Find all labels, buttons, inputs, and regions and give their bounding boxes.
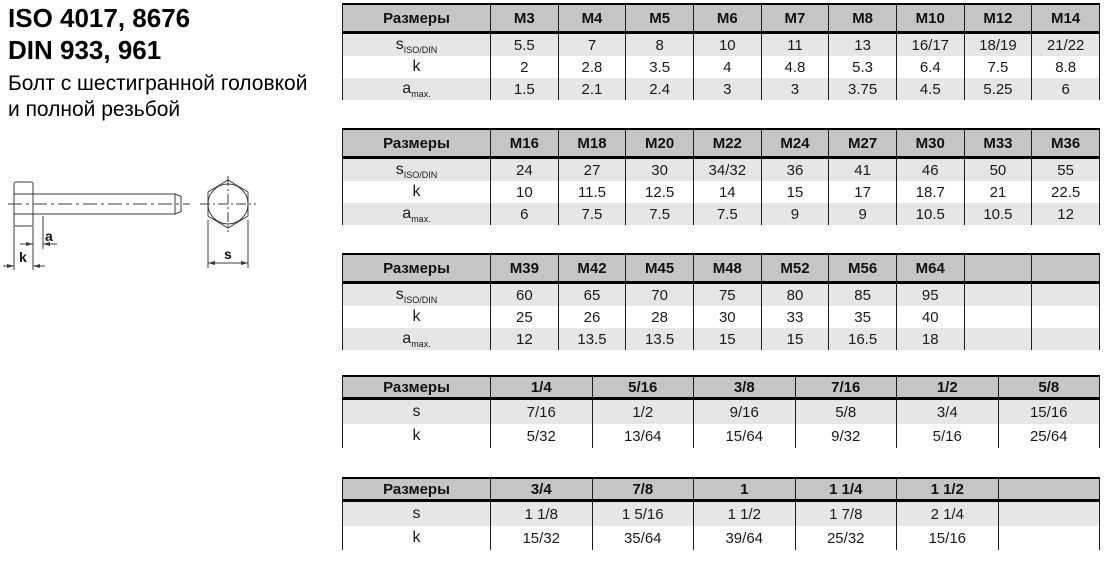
value-cell: 3.75 bbox=[829, 78, 897, 100]
table-row bbox=[343, 181, 1100, 203]
table-row bbox=[343, 33, 1100, 57]
value-cell: 3 bbox=[761, 78, 829, 100]
table-header-label: Размеры bbox=[343, 4, 491, 33]
size-header-cell: 7/16 bbox=[795, 376, 897, 399]
value-cell: 5/16 bbox=[897, 424, 999, 448]
table-header-label: Размеры bbox=[343, 129, 491, 158]
value-cell: 25 bbox=[491, 306, 559, 328]
value-cell: 13/64 bbox=[592, 424, 694, 448]
value-cell: 18/19 bbox=[964, 33, 1032, 57]
value-cell: 15/16 bbox=[897, 526, 999, 550]
row-label-cell: $s_{ISO/DIN}$ bbox=[343, 158, 491, 182]
size-header-cell: M3 bbox=[491, 4, 559, 33]
value-cell: 15/64 bbox=[694, 424, 796, 448]
table-row bbox=[343, 203, 1100, 225]
value-cell: 16.5 bbox=[829, 328, 897, 350]
table-header-label: Размеры bbox=[343, 478, 491, 501]
value-cell: 9 bbox=[829, 203, 897, 225]
value-cell: 1 7/8 bbox=[795, 501, 897, 527]
value-cell: 36 bbox=[761, 158, 829, 182]
value-cell: 30 bbox=[693, 306, 761, 328]
size-header-cell: 1/4 bbox=[491, 376, 593, 399]
size-header-cell: M6 bbox=[693, 4, 761, 33]
size-header-cell: 5/16 bbox=[592, 376, 694, 399]
row-label-cell: $s_{ISO/DIN}$ bbox=[343, 283, 491, 307]
size-header-cell bbox=[998, 478, 1100, 501]
table-row bbox=[343, 78, 1100, 100]
value-cell: 21 bbox=[964, 181, 1032, 203]
value-cell: 1 5/16 bbox=[592, 501, 694, 527]
row-label-cell: k bbox=[343, 56, 491, 78]
value-cell: 14 bbox=[693, 181, 761, 203]
value-cell: 35/64 bbox=[592, 526, 694, 550]
value-cell: 95 bbox=[896, 283, 964, 307]
value-cell: 50 bbox=[964, 158, 1032, 182]
metric-table-3 bbox=[342, 253, 1100, 350]
value-cell: 4 bbox=[693, 56, 761, 78]
bolt-technical-drawing bbox=[0, 163, 300, 343]
size-header-cell: M14 bbox=[1032, 4, 1100, 33]
value-cell: 18 bbox=[896, 328, 964, 350]
size-header-cell: M45 bbox=[626, 254, 694, 283]
value-cell: 2.4 bbox=[626, 78, 694, 100]
arrowhead bbox=[26, 242, 33, 246]
size-header-cell: 1 1/4 bbox=[795, 478, 897, 501]
value-cell: 27 bbox=[558, 158, 626, 182]
dimension-label-a: a bbox=[45, 228, 53, 244]
row-label-cell: k bbox=[343, 424, 491, 448]
value-cell: 26 bbox=[558, 306, 626, 328]
value-cell: 15/16 bbox=[998, 399, 1100, 425]
table-header-label: Размеры bbox=[343, 254, 491, 283]
value-cell: 5.5 bbox=[491, 33, 559, 57]
value-cell: 25/64 bbox=[998, 424, 1100, 448]
value-cell: 7.5 bbox=[693, 203, 761, 225]
value-cell: 2.1 bbox=[558, 78, 626, 100]
value-cell: 3.5 bbox=[626, 56, 694, 78]
size-header-cell: M42 bbox=[558, 254, 626, 283]
value-cell: 9/16 bbox=[694, 399, 796, 425]
value-cell: 4.5 bbox=[896, 78, 964, 100]
value-cell: 2 bbox=[491, 56, 559, 78]
size-header-cell: M30 bbox=[896, 129, 964, 158]
value-cell: 5/8 bbox=[795, 399, 897, 425]
value-cell: 15 bbox=[693, 328, 761, 350]
size-header-cell bbox=[1032, 254, 1100, 283]
value-cell: 9 bbox=[761, 203, 829, 225]
value-cell: 1 1/8 bbox=[491, 501, 593, 527]
value-cell: 5.25 bbox=[964, 78, 1032, 100]
value-cell: 40 bbox=[896, 306, 964, 328]
arrowhead bbox=[33, 264, 40, 268]
value-cell: 85 bbox=[829, 283, 897, 307]
value-cell bbox=[998, 526, 1100, 550]
size-header-cell: M20 bbox=[626, 129, 694, 158]
value-cell: 33 bbox=[761, 306, 829, 328]
size-header-cell: M56 bbox=[829, 254, 897, 283]
size-header-cell: M33 bbox=[964, 129, 1032, 158]
size-header-cell: M5 bbox=[626, 4, 694, 33]
value-cell: 60 bbox=[491, 283, 559, 307]
din-standard-title: DIN 933, 961 bbox=[8, 35, 162, 65]
value-cell bbox=[1032, 283, 1100, 307]
size-header-cell: 1 1/2 bbox=[897, 478, 999, 501]
value-cell: 13.5 bbox=[558, 328, 626, 350]
row-label-cell: s bbox=[343, 399, 491, 425]
value-cell: 5.3 bbox=[829, 56, 897, 78]
size-header-cell: 3/4 bbox=[491, 478, 593, 501]
row-label-cell: $s_{ISO/DIN}$ bbox=[343, 33, 491, 57]
value-cell: 8 bbox=[626, 33, 694, 57]
value-cell: 15 bbox=[761, 181, 829, 203]
row-label-cell: k bbox=[343, 181, 491, 203]
size-header-cell: M39 bbox=[491, 254, 559, 283]
dimension-label-k: k bbox=[19, 249, 27, 265]
value-cell bbox=[964, 283, 1032, 307]
size-header-cell: M7 bbox=[761, 4, 829, 33]
value-cell: 80 bbox=[761, 283, 829, 307]
size-header-cell: M24 bbox=[761, 129, 829, 158]
table-row bbox=[343, 306, 1100, 328]
metric-table-1 bbox=[342, 3, 1100, 100]
value-cell: 30 bbox=[626, 158, 694, 182]
dimension-tables-area bbox=[342, 0, 1100, 566]
value-cell: 41 bbox=[829, 158, 897, 182]
size-header-cell: M12 bbox=[964, 4, 1032, 33]
value-cell bbox=[1032, 306, 1100, 328]
value-cell bbox=[998, 501, 1100, 527]
size-header-cell bbox=[964, 254, 1032, 283]
value-cell: 12 bbox=[1032, 203, 1100, 225]
dimension-label-s: s bbox=[224, 246, 232, 262]
size-header-cell: 1/2 bbox=[897, 376, 999, 399]
inch-table-2 bbox=[342, 477, 1100, 550]
value-cell: 9/32 bbox=[795, 424, 897, 448]
value-cell: 7/16 bbox=[491, 399, 593, 425]
row-label-cell: $a_{max.}$ bbox=[343, 328, 491, 350]
value-cell: 7.5 bbox=[558, 203, 626, 225]
size-header-cell: M22 bbox=[693, 129, 761, 158]
value-cell: 7 bbox=[558, 33, 626, 57]
value-cell: 55 bbox=[1032, 158, 1100, 182]
value-cell: 3 bbox=[693, 78, 761, 100]
table-row bbox=[343, 526, 1100, 550]
value-cell: 13.5 bbox=[626, 328, 694, 350]
title-block bbox=[8, 2, 307, 123]
value-cell: 10.5 bbox=[896, 203, 964, 225]
value-cell: 10 bbox=[491, 181, 559, 203]
value-cell: 5/32 bbox=[491, 424, 593, 448]
row-label-cell: k bbox=[343, 306, 491, 328]
value-cell bbox=[964, 306, 1032, 328]
value-cell: 28 bbox=[626, 306, 694, 328]
value-cell: 75 bbox=[693, 283, 761, 307]
size-header-cell: 3/8 bbox=[694, 376, 796, 399]
value-cell: 15 bbox=[761, 328, 829, 350]
size-header-cell: 7/8 bbox=[592, 478, 694, 501]
value-cell: 34/32 bbox=[693, 158, 761, 182]
size-header-cell: M27 bbox=[829, 129, 897, 158]
table-row bbox=[343, 424, 1100, 448]
value-cell bbox=[1032, 328, 1100, 350]
value-cell: 15/32 bbox=[491, 526, 593, 550]
value-cell: 7.5 bbox=[964, 56, 1032, 78]
value-cell: 13 bbox=[829, 33, 897, 57]
table-row bbox=[343, 328, 1100, 350]
size-header-cell: 5/8 bbox=[998, 376, 1100, 399]
value-cell: 21/22 bbox=[1032, 33, 1100, 57]
value-cell: 70 bbox=[626, 283, 694, 307]
arrowhead bbox=[7, 264, 14, 268]
value-cell: 2.8 bbox=[558, 56, 626, 78]
value-cell: 12 bbox=[491, 328, 559, 350]
size-header-cell: M52 bbox=[761, 254, 829, 283]
table-row bbox=[343, 399, 1100, 425]
metric-table-2 bbox=[342, 128, 1100, 225]
value-cell: 11 bbox=[761, 33, 829, 57]
value-cell: 6 bbox=[1032, 78, 1100, 100]
size-header-cell: M4 bbox=[558, 4, 626, 33]
table-row bbox=[343, 56, 1100, 78]
iso-standard-title: ISO 4017, 8676 bbox=[8, 3, 191, 33]
size-header-cell: M48 bbox=[693, 254, 761, 283]
value-cell: 65 bbox=[558, 283, 626, 307]
value-cell: 1 1/2 bbox=[694, 501, 796, 527]
arrowhead bbox=[241, 261, 248, 265]
value-cell: 25/32 bbox=[795, 526, 897, 550]
table-row bbox=[343, 158, 1100, 182]
size-header-cell: M10 bbox=[896, 4, 964, 33]
size-header-cell: M18 bbox=[558, 129, 626, 158]
value-cell: 2 1/4 bbox=[897, 501, 999, 527]
table-row bbox=[343, 283, 1100, 307]
value-cell: 11.5 bbox=[558, 181, 626, 203]
value-cell: 16/17 bbox=[896, 33, 964, 57]
value-cell: 7.5 bbox=[626, 203, 694, 225]
value-cell: 1/2 bbox=[592, 399, 694, 425]
size-header-cell: M16 bbox=[491, 129, 559, 158]
size-header-cell: 1 bbox=[694, 478, 796, 501]
row-label-cell: $a_{max.}$ bbox=[343, 203, 491, 225]
inch-table-1 bbox=[342, 375, 1100, 448]
table-header-label: Размеры bbox=[343, 376, 491, 399]
row-label-cell: k bbox=[343, 526, 491, 550]
value-cell: 17 bbox=[829, 181, 897, 203]
value-cell: 24 bbox=[491, 158, 559, 182]
value-cell: 46 bbox=[896, 158, 964, 182]
value-cell: 10 bbox=[693, 33, 761, 57]
row-label-cell: s bbox=[343, 501, 491, 527]
value-cell: 10.5 bbox=[964, 203, 1032, 225]
value-cell: 22.5 bbox=[1032, 181, 1100, 203]
value-cell: 18.7 bbox=[896, 181, 964, 203]
size-header-cell: M36 bbox=[1032, 129, 1100, 158]
size-header-cell: M8 bbox=[829, 4, 897, 33]
table-row bbox=[343, 501, 1100, 527]
value-cell: 6 bbox=[491, 203, 559, 225]
row-label-cell: $a_{max.}$ bbox=[343, 78, 491, 100]
arrowhead bbox=[208, 261, 215, 265]
value-cell bbox=[964, 328, 1032, 350]
value-cell: 6.4 bbox=[896, 56, 964, 78]
value-cell: 8.8 bbox=[1032, 56, 1100, 78]
value-cell: 12.5 bbox=[626, 181, 694, 203]
value-cell: 39/64 bbox=[694, 526, 796, 550]
value-cell: 4.8 bbox=[761, 56, 829, 78]
size-header-cell: M64 bbox=[896, 254, 964, 283]
description-line2: и полной резьбой bbox=[8, 98, 181, 121]
value-cell: 35 bbox=[829, 306, 897, 328]
value-cell: 3/4 bbox=[897, 399, 999, 425]
description-line1: Болт с шестигранной головкой bbox=[8, 72, 308, 95]
value-cell: 1.5 bbox=[491, 78, 559, 100]
